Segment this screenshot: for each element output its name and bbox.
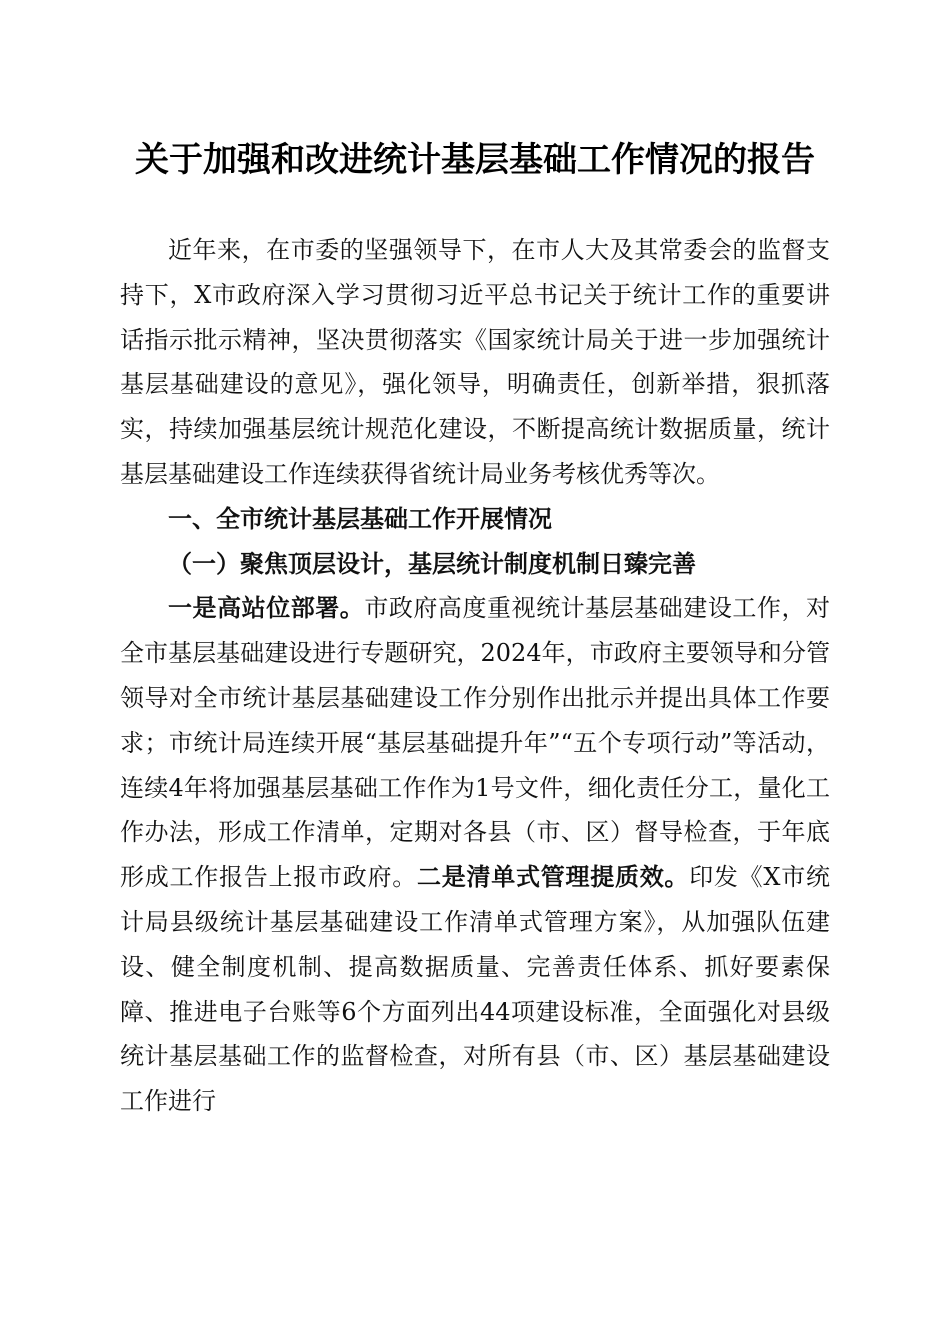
body-paragraph [120,586,830,1124]
intro-paragraph: 近年来，在市委的坚强领导下，在市人大及其常委会的监督支持下，X市政府深入学习贯彻习近平总书记关于统计工作的重要讲话指示批示精神，坚决贯彻落实《国家统计局关于进一步加强统计基层基础建设的意见》，强化领导，明确责任，创新举措，狠抓落实，持续加强基层统计规范化建设，不断提高统计数据质量，统计基层基础建设工作连续获得省统计局业务考核优秀等次。 [120,236,830,488]
section-heading: 一、全市统计基层基础工作开展情况 [168,504,552,533]
point-one-lead: 一是高站位部署。 [168,593,365,623]
subsection-heading: （一）聚焦顶层设计，基层统计制度机制日臻完善 [168,548,696,578]
document-body [120,228,830,1124]
point-two-lead: 二是清单式管理提质效。 [416,862,690,892]
document-title: 关于加强和改进统计基层基础工作情况的报告 [135,140,815,180]
point-two-body: 印发《X市统计局县级统计基层基础建设工作清单式管理方案》，从加强队伍建设、健全制度机制、提高数据质量、完善责任体系、抓好要素保障、推进电子台账等6个方面列出44项建设标准，全面强化对县级统计基层基础工作的监督检查，对所有县（市、区）基层基础建设工作进行 [120,863,831,1116]
point-one-body: 市政府高度重视统计基层基础建设工作，对全市基层基础建设进行专题研究，2024年，市政府主要领导和分管领导对全市统计基层基础建设工作分别作出批示并提出具体工作要求；市统计局连续开展“基层基础提升年”“五个专项行动”等活动，连续4年将加强基层基础工作作为1号文件，细化责任分工，量化工作办法，形成工作清单，定期对各县（市、区）督导检查，于年底形成工作报告上报市政府。 [120,594,831,892]
